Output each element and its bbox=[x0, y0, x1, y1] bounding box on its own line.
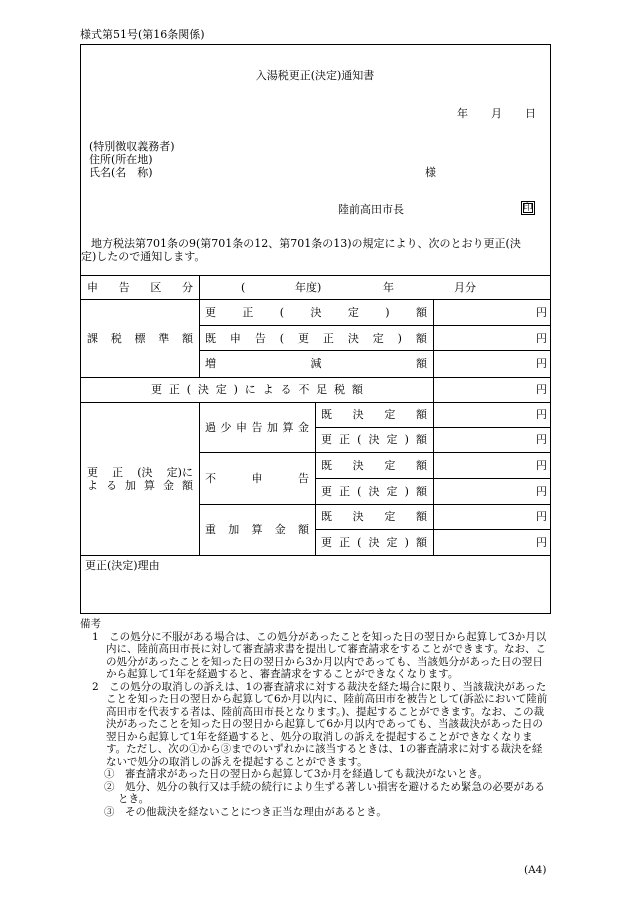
intro-line-2: 定)したので通知します。 bbox=[81, 250, 206, 263]
sub-row-prior: 既 決 定 額 bbox=[321, 408, 427, 421]
category-fiscal-year: 年度) bbox=[295, 281, 322, 294]
sub-row-revised: 更 正 ( 決 定 ) 額 bbox=[321, 485, 427, 498]
yen-unit: 円 bbox=[536, 433, 547, 446]
penalty-underreport: 過 少 申 告 加 算 金 bbox=[205, 421, 309, 434]
yen-unit: 円 bbox=[536, 408, 547, 421]
notes-heading: 備考 bbox=[80, 618, 101, 630]
category-label: 申 告 区 分 bbox=[87, 281, 193, 294]
name-label: 氏名(名 称) bbox=[89, 166, 153, 179]
category-paren: ( bbox=[241, 281, 246, 294]
table-line bbox=[199, 275, 200, 377]
yen-unit: 円 bbox=[536, 383, 547, 396]
table-line bbox=[199, 350, 550, 351]
form-number: 様式第51号(第16条関係) bbox=[80, 28, 205, 41]
note-sub-item-2: ② 処分、処分の執行又は手続の続行により生ずる著しい損害を避けるため緊急の必要があるとき。 bbox=[104, 780, 545, 805]
date-year: 年 bbox=[457, 107, 468, 120]
yen-unit: 円 bbox=[536, 357, 547, 370]
tax-base-row-change: 増 減 額 bbox=[205, 357, 427, 370]
date-day: 日 bbox=[525, 107, 536, 120]
reason-label: 更正(決定)理由 bbox=[85, 559, 160, 572]
note-item-2: 2 この処分の取消しの訴えは、1の審査請求に対する裁決を経た場合に限り、当該裁決があったことを知った日の翌日から起算して6か月以内に、陸前高田市を被告として(訴訟において陸前高田市を代表する者は、陸前高田市長となります。)、提起することができます。なお、この裁決があったことを知った日の翌日から起算して6か月以内であっても、当該裁決があった日の翌日から起算して1年を経過すると、処分の取消しの訴えを提起することができなくなります。ただし、次の①から③までのいずれかに該当するときは、1の審査請求に対する裁決を経ないで処分の取消しの訴えを提起することができます。 bbox=[92, 680, 548, 768]
table-line bbox=[81, 275, 550, 276]
table-line bbox=[315, 402, 316, 555]
yen-unit: 円 bbox=[536, 485, 547, 498]
table-line bbox=[433, 402, 434, 555]
yen-unit: 円 bbox=[536, 306, 547, 319]
table-line bbox=[81, 555, 550, 556]
address-label: 住所(所在地) bbox=[89, 153, 153, 166]
paper-size: (A4) bbox=[524, 864, 547, 876]
table-line bbox=[433, 377, 434, 402]
tax-base-label: 課 税 標 準 額 bbox=[87, 332, 193, 345]
table-line bbox=[81, 299, 550, 300]
notice-form bbox=[80, 44, 551, 614]
yen-unit: 円 bbox=[536, 459, 547, 472]
recipient-role: (特別徴収義務者) bbox=[89, 140, 175, 153]
honorific: 様 bbox=[425, 166, 436, 179]
note-sub-item-1: ① 審査請求があった日の翌日から起算して3か月を経過しても裁決がないとき。 bbox=[104, 768, 489, 780]
category-year: 年 bbox=[383, 281, 394, 294]
sub-row-revised: 更 正 ( 決 定 ) 額 bbox=[321, 433, 427, 446]
category-month: 月分 bbox=[454, 281, 476, 294]
issuer-name: 陸前高田市長 bbox=[338, 203, 404, 216]
tax-base-row-revised: 更 正 ( 決 定 ) 額 bbox=[205, 306, 427, 319]
yen-unit: 円 bbox=[536, 510, 547, 523]
intro-line-1: 地方税法第701条の9(第701条の12、第701条の13)の規定により、次のとおり更正(決 bbox=[91, 237, 521, 250]
yen-unit: 円 bbox=[536, 536, 547, 549]
note-sub-item-3: ③ その他裁決を経ないことにつき正当な理由があるとき。 bbox=[104, 805, 387, 818]
note-item-1: 1 この処分に不服がある場合は、この処分があったことを知った日の翌日から起算して3か月以内に、陸前高田市長に対して審査請求書を提出して審査請求をすることができます。なお、この処分があったことを知った日の翌日から3か月以内であっても、当該処分があった日の翌日から起算して1年を経過すると、審査請求をすることができなくなります。 bbox=[92, 630, 547, 680]
table-line bbox=[433, 299, 434, 377]
penalty-heavy: 重 加 算 金 額 bbox=[205, 523, 309, 536]
table-line bbox=[199, 452, 550, 453]
penalty-label-1: 更 正 (決 定)に bbox=[87, 466, 193, 479]
sub-row-revised: 更 正 ( 決 定 ) 額 bbox=[321, 536, 427, 549]
table-line bbox=[81, 377, 550, 378]
notes-section bbox=[80, 618, 552, 818]
date-month: 月 bbox=[491, 107, 502, 120]
shortfall-label: 更 正 ( 決 定 ) に よ る 不 足 税 額 bbox=[151, 383, 363, 396]
sub-row-prior: 既 決 定 額 bbox=[321, 459, 427, 472]
table-line bbox=[199, 325, 550, 326]
tax-base-row-prior: 既 申 告 ( 更 正 決 定 ) 額 bbox=[205, 332, 427, 345]
table-line bbox=[199, 504, 550, 505]
yen-unit: 円 bbox=[536, 332, 547, 345]
penalty-label-2: よ る 加 算 金 額 bbox=[87, 479, 193, 492]
penalty-nonfiling: 不 申 告 bbox=[205, 472, 309, 485]
document-title: 入湯税更正(決定)通知書 bbox=[255, 69, 375, 82]
table-line bbox=[199, 402, 200, 555]
sub-row-prior: 既 決 定 額 bbox=[321, 510, 427, 523]
seal-mark: 印 bbox=[521, 201, 535, 215]
